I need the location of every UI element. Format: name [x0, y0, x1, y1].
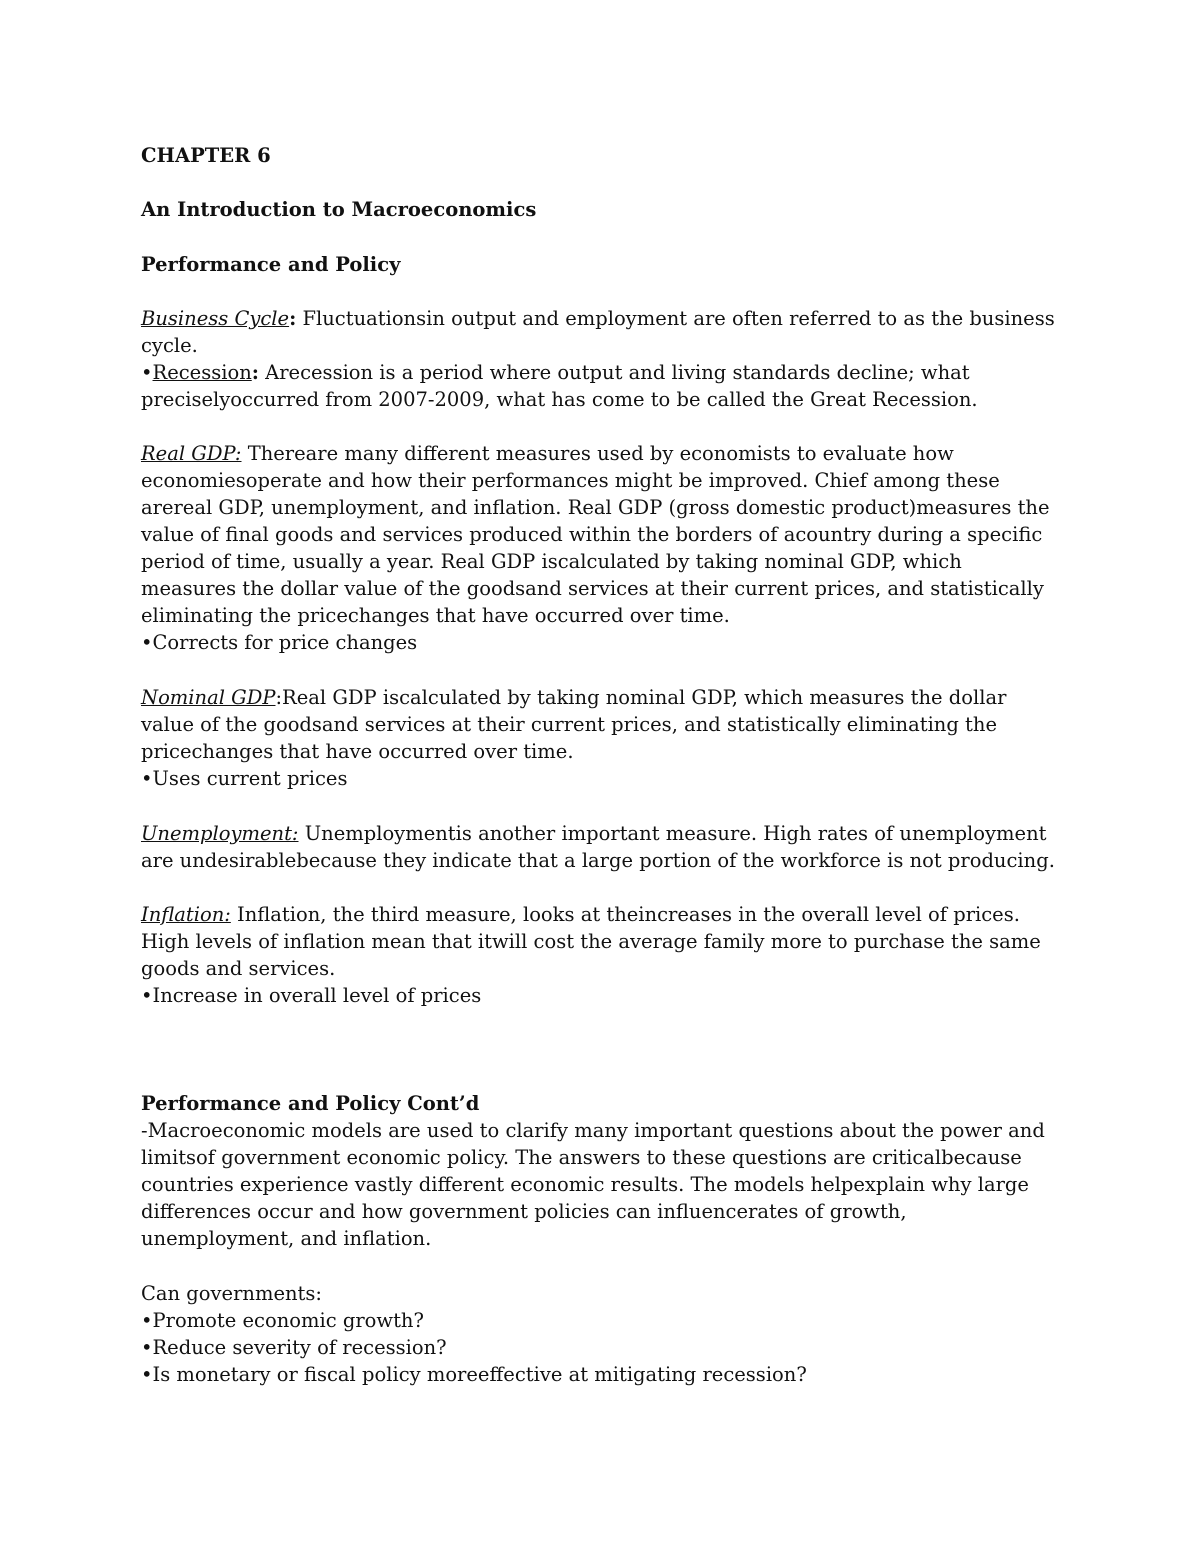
section-heading-performance-policy-contd: Performance and Policy Cont’d [141, 1092, 480, 1115]
business-cycle-colon: : [289, 307, 297, 330]
governments-list [141, 1280, 1061, 1388]
chapter-title: An Introduction to Macroeconomics [141, 198, 537, 221]
section2-text: -Macroeconomic models are used to clarify many important questions about the power and limitsof government economic policy. The answers to these questions are criticalbecause countries experience vastly different economic results. The models helpexplain why large differences occur and how government policies can influencerates of growth, unemployment, and inflation. [141, 1119, 1045, 1250]
governments-intro: Can governments: [141, 1282, 322, 1305]
section-heading-performance-policy: Performance and Policy [141, 253, 401, 276]
unemployment-text: Unemploymentis another important measure. High rates of unemployment are undesirablebecause they indicate that a large portion of the workforce is not producing. [141, 822, 1055, 872]
business-cycle-paragraph [141, 305, 1061, 413]
list-item: •Reduce severity of recession? [141, 1336, 447, 1359]
inflation-text: Inflation, the third measure, looks at theincreases in the overall level of prices. High levels of inflation mean that itwill cost the average family more to purchase the same goods and services. [141, 903, 1041, 980]
nominal-gdp-paragraph [141, 684, 1061, 792]
inflation-paragraph [141, 901, 1061, 1009]
nominal-gdp-text: :Real GDP iscalculated by taking nominal GDP, which measures the dollar value of the goodsand services at their current prices, and statistically eliminating the pricechanges that have occurred over time. [141, 686, 1007, 763]
nominal-gdp-bullet: •Uses current prices [141, 767, 348, 790]
real-gdp-text: Thereare many different measures used by economists to evaluate how economiesoperate and how their performances might be improved. Chief among these arereal GDP, unemployment, and inflation. Real GDP (gross domestic product)measures the value of final goods and services produced within the borders of acountry during a specific period of time, usually a year. Real GDP iscalculated by taking nominal GDP, which measures the dollar value of the goodsand services at their current prices, and statistically eliminating the pricechanges that have occurred over time. [141, 442, 1050, 627]
nominal-gdp-term: Nominal GDP [141, 686, 276, 709]
chapter-label: CHAPTER 6 [141, 144, 271, 167]
unemployment-paragraph [141, 820, 1061, 874]
recession-bullet: • [141, 361, 153, 384]
real-gdp-bullet: •Corrects for price changes [141, 631, 418, 654]
business-cycle-text: Fluctuationsin output and employment are often referred to as the business cycle. [141, 307, 1055, 357]
recession-text: Arecession is a period where output and living standards decline; what preciselyoccurred from 2007-2009, what has come to be called the Great Recession. [141, 361, 978, 411]
inflation-term: Inflation: [141, 903, 231, 926]
recession-term: Recession [152, 361, 252, 384]
real-gdp-paragraph [141, 440, 1061, 656]
real-gdp-term: Real GDP: [141, 442, 242, 465]
list-item: •Is monetary or fiscal policy moreeffective at mitigating recession? [141, 1363, 807, 1386]
business-cycle-term: Business Cycle [141, 307, 290, 330]
inflation-bullet: •Increase in overall level of prices [141, 984, 482, 1007]
list-item: •Promote economic growth? [141, 1309, 424, 1332]
recession-colon: : [251, 361, 259, 384]
section2-block [141, 1090, 1061, 1252]
unemployment-term: Unemployment: [141, 822, 299, 845]
